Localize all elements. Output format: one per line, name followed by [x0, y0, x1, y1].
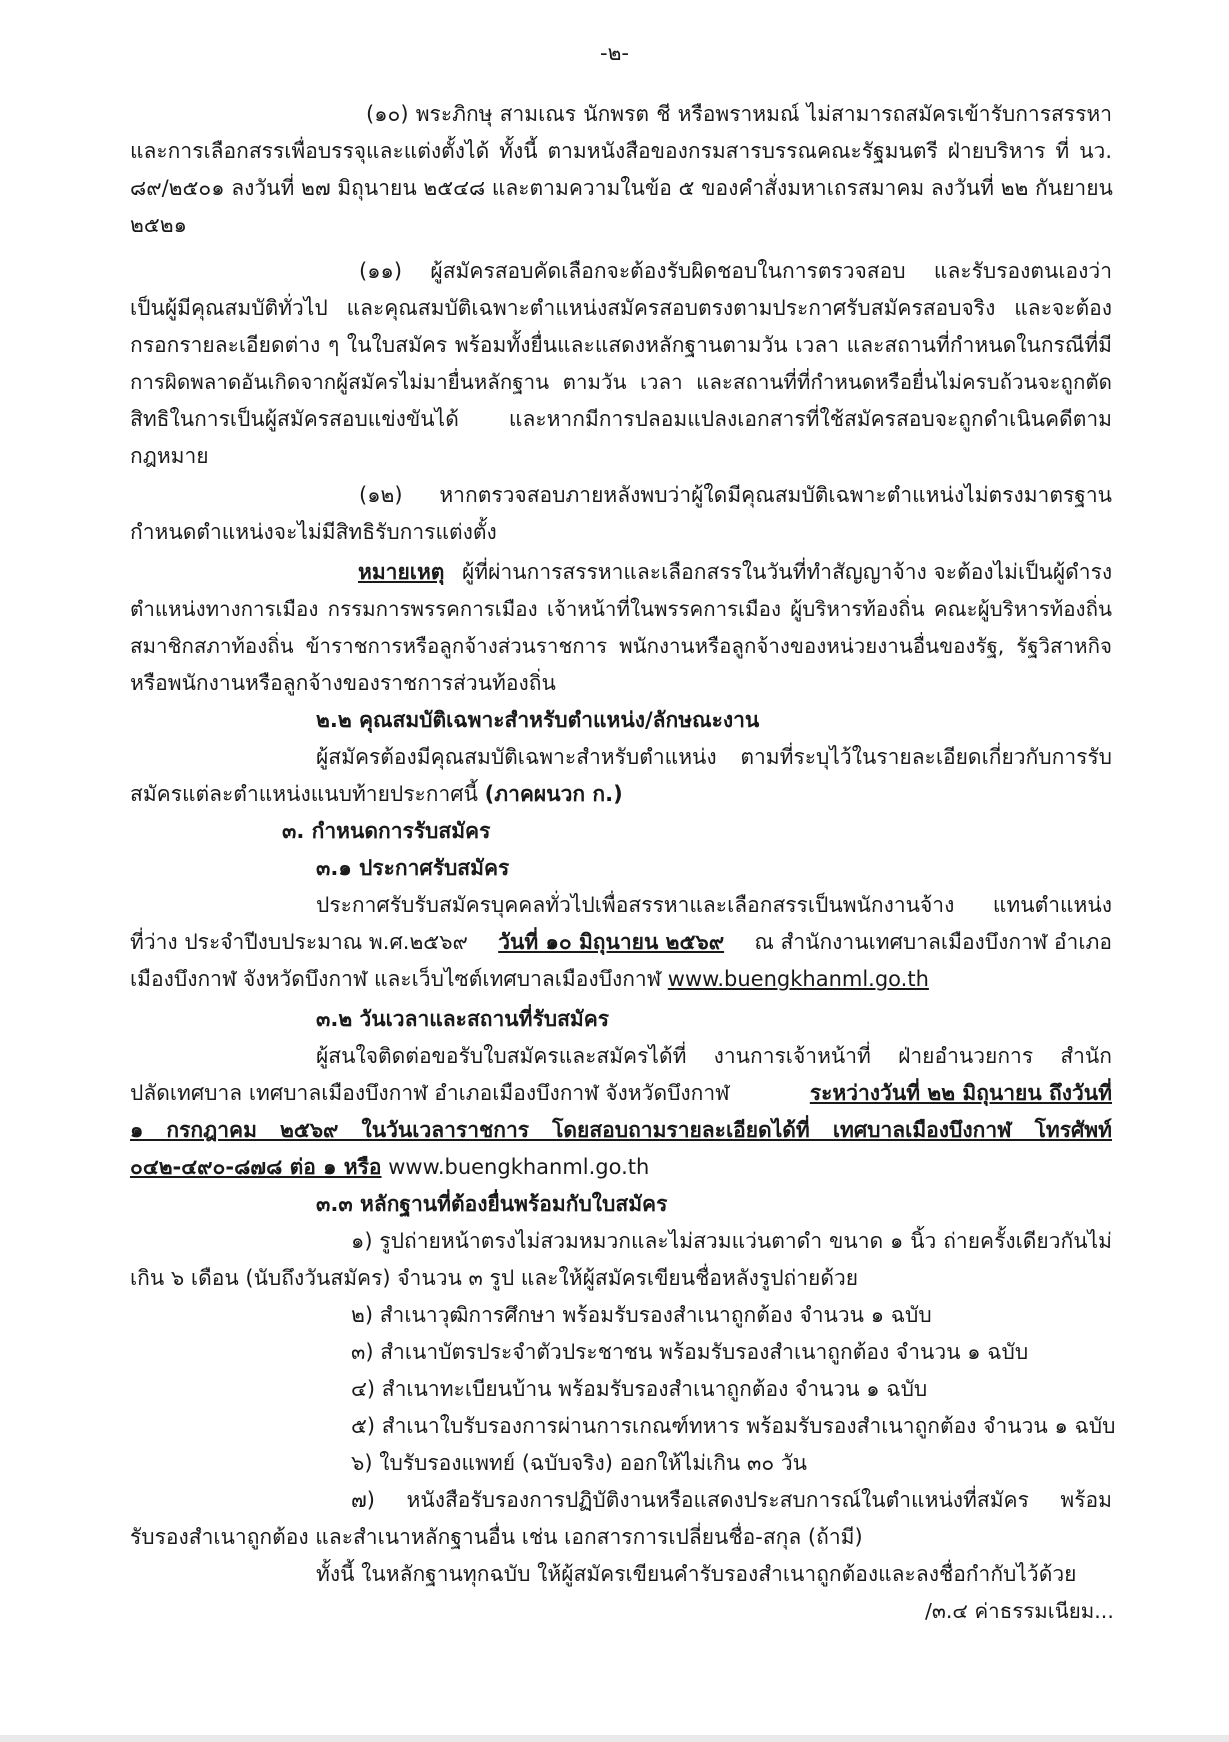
section-3-heading: ๓. กำหนดการรับสมัคร [282, 819, 491, 843]
section-2-2-line-2: สมัครแต่ละตำแหน่งแนบท้ายประกาศนี้ (ภาคผนวก ก.) [130, 782, 623, 806]
note-line-3: สมาชิกสภาท้องถิ่น ข้าราชการหรือลูกจ้างส่วนราชการ พนักงานหรือลูกจ้างของหน่วยงานอื่นของรัฐ, รัฐวิสาหกิจ [130, 634, 1112, 658]
section-3-2-heading: ๓.๒ วันเวลาและสถานที่รับสมัคร [316, 1007, 610, 1031]
document-item-5: ๕) สำเนาใบรับรองการผ่านการเกณฑ์ทหาร พร้อมรับรองสำเนาถูกต้อง จำนวน ๑ ฉบับ [351, 1414, 1116, 1438]
item-12-line-2: กำหนดตำแหน่งจะไม่มีสิทธิรับการแต่งตั้ง [130, 520, 497, 544]
document-item-2: ๒) สำเนาวุฒิการศึกษา พร้อมรับรองสำเนาถูกต้อง จำนวน ๑ ฉบับ [351, 1303, 932, 1327]
item-11-line-4: การผิดพลาดอันเกิดจากผู้สมัครไม่มายื่นหลักฐาน ตามวัน เวลา และสถานที่ที่กำหนดหรือยื่นไม่ครบถ้วนจะถูกตัด [130, 370, 1112, 394]
website-link[interactable]: www.buengkhanml.go.th [667, 967, 929, 991]
document-item-6: ๖) ใบรับรองแพทย์ (ฉบับจริง) ออกให้ไม่เกิน ๓๐ วัน [351, 1451, 807, 1475]
continued-on-next-page: /๓.๔ ค่าธรรมเนียม... [925, 1599, 1114, 1623]
note-line-1: ผู้ที่ผ่านการสรรหาและเลือกสรรในวันที่ทำสัญญาจ้าง จะต้องไม่เป็นผู้ดำรง [462, 560, 1113, 584]
application-period-start: ระหว่างวันที่ ๒๒ มิถุนายน ถึงวันที่ [809, 1081, 1112, 1105]
section-3-2-line-2: ปลัดเทศบาล เทศบาลเมืองบึงกาฬ อำเภอเมืองบึงกาฬ จังหวัดบึงกาฬ ระหว่างวันที่ ๒๒ มิถุนายน ถึงวันที่ [130, 1078, 1112, 1108]
section-3-2-line-4 [130, 1152, 649, 1182]
item-10-line-3: ๘๙/๒๕๐๑ ลงวันที่ ๒๗ มิถุนายน ๒๕๔๘ และตามความในข้อ ๕ ของคำสั่งมหาเถรสมาคม ลงวันที่ ๒๒ กันยายน [130, 176, 1113, 200]
appendix-reference: (ภาคผนวก ก.) [484, 782, 623, 806]
section-2-2-heading: ๒.๒ คุณสมบัติเฉพาะสำหรับตำแหน่ง/ลักษณะงาน [316, 708, 760, 732]
section-3-2-line-1: ผู้สนใจติดต่อขอรับใบสมัครและสมัครได้ที่ งานการเจ้าหน้าที่ ฝ่ายอำนวยการ สำนัก [316, 1044, 1112, 1068]
item-10-line-1: (๑๐) พระภิกษุ สามเณร นักพรต ชี หรือพราหมณ์ ไม่สามารถสมัครเข้ารับการสรรหา [366, 102, 1112, 126]
item-11-line-1: (๑๑) ผู้สมัครสอบคัดเลือกจะต้องรับผิดชอบในการตรวจสอบ และรับรองตนเองว่า [359, 259, 1112, 283]
note-label: หมายเหตุ [358, 560, 445, 584]
document-item-7-line-1: ๗) หนังสือรับรองการปฏิบัติงานหรือแสดงประสบการณ์ในตำแหน่งที่สมัคร พร้อม [351, 1488, 1112, 1512]
item-10-line-2: และการเลือกสรรเพื่อบรรจุและแต่งตั้งได้ ทั้งนี้ ตามหนังสือของกรมสารบรรณคณะรัฐมนตรี ฝ่ายบริหาร ที่ นว. [130, 139, 1112, 163]
document-item-4: ๔) สำเนาทะเบียนบ้าน พร้อมรับรองสำเนาถูกต้อง จำนวน ๑ ฉบับ [351, 1377, 928, 1401]
section-3-1-line-2: ที่ว่าง ประจำปีงบประมาณ พ.ศ.๒๕๖๙ วันที่ ๑๐ มิถุนายน ๒๕๖๙ ณ สำนักงานเทศบาลเมืองบึงกาฬ อำเภอ [130, 927, 1112, 957]
item-11-line-6: กฎหมาย [130, 444, 209, 468]
item-10-line-4: ๒๕๒๑ [130, 213, 187, 237]
contact-website[interactable]: www.buengkhanml.go.th [388, 1155, 650, 1179]
document-item-1-line-1: ๑) รูปถ่ายหน้าตรงไม่สวมหมวกและไม่สวมแว่นตาดำ ขนาด ๑ นิ้ว ถ่ายครั้งเดียวกันไม่ [351, 1229, 1112, 1253]
note-line-4: หรือพนักงานหรือลูกจ้างของราชการส่วนท้องถิ่น [130, 671, 556, 695]
item-11-line-3: กรอกรายละเอียดต่าง ๆ ในใบสมัคร พร้อมทั้งยื่นและแสดงหลักฐานตามวัน เวลา และสถานที่กำหนดในกรณีที่มี [130, 333, 1112, 357]
document-item-3: ๓) สำเนาบัตรประจำตัวประชาชน พร้อมรับรองสำเนาถูกต้อง จำนวน ๑ ฉบับ [351, 1340, 1029, 1364]
note-line-2: ตำแหน่งทางการเมือง กรรมการพรรคการเมือง เจ้าหน้าที่ในพรรคการเมือง ผู้บริหารท้องถิ่น คณะผู้บริหารท้องถิ่น [130, 597, 1112, 621]
item-11-line-5: สิทธิในการเป็นผู้สมัครสอบแข่งขันได้ และหากมีการปลอมแปลงเอกสารที่ใช้สมัครสอบจะถูกดำเนินคดีตาม [130, 407, 1112, 431]
section-3-3-heading: ๓.๓ หลักฐานที่ต้องยื่นพร้อมกับใบสมัคร [316, 1192, 668, 1216]
section-3-1-line-1: ประกาศรับรับสมัครบุคคลทั่วไปเพื่อสรรหาและเลือกสรรเป็นพนักงานจ้าง แทนตำแหน่ง [316, 893, 1112, 917]
section-3-1-heading: ๓.๑ ประกาศรับสมัคร [316, 856, 510, 880]
document-item-1-line-2: เกิน ๖ เดือน (นับถึงวันสมัคร) จำนวน ๓ รูป และให้ผู้สมัครเขียนชื่อหลังรูปถ่ายด้วย [130, 1266, 859, 1290]
section-3-2-line-3: ๑ กรกฎาคม ๒๕๖๙ ในวันเวลาราชการ โดยสอบถามรายละเอียดได้ที่ เทศบาลเมืองบึงกาฬ โทรศัพท์ [130, 1118, 1112, 1142]
page-number: -๒- [600, 41, 629, 65]
contact-phone: ๐๔๒-๔๙๐-๘๗๘ ต่อ ๑ หรือ [130, 1155, 382, 1179]
item-12-line-1: (๑๒) หากตรวจสอบภายหลังพบว่าผู้ใดมีคุณสมบัติเฉพาะตำแหน่งไม่ตรงมาตรฐาน [359, 483, 1112, 507]
scan-edge [0, 1735, 1229, 1742]
documents-closing-note: ทั้งนี้ ในหลักฐานทุกฉบับ ให้ผู้สมัครเขียนคำรับรองสำเนาถูกต้องและลงชื่อกำกับไว้ด้วย [316, 1562, 1077, 1586]
section-2-2-line-1: ผู้สมัครต้องมีคุณสมบัติเฉพาะสำหรับตำแหน่ง ตามที่ระบุไว้ในรายละเอียดเกี่ยวกับการรับ [316, 745, 1112, 769]
announcement-date: วันที่ ๑๐ มิถุนายน ๒๕๖๙ [498, 930, 725, 954]
item-11-line-2: เป็นผู้มีคุณสมบัติทั่วไป และคุณสมบัติเฉพาะตำแหน่งสมัครสอบตรงตามประกาศรับสมัครสอบจริง และจะต้อง [130, 296, 1112, 320]
document-item-7-line-2: รับรองสำเนาถูกต้อง และสำเนาหลักฐานอื่น เช่น เอกสารการเปลี่ยนชื่อ-สกุล (ถ้ามี) [130, 1525, 863, 1549]
section-3-1-line-3: เมืองบึงกาฬ จังหวัดบึงกาฬ และเว็บไซต์เทศบาลเมืองบึงกาฬ www.buengkhanml.go.th [130, 967, 929, 991]
